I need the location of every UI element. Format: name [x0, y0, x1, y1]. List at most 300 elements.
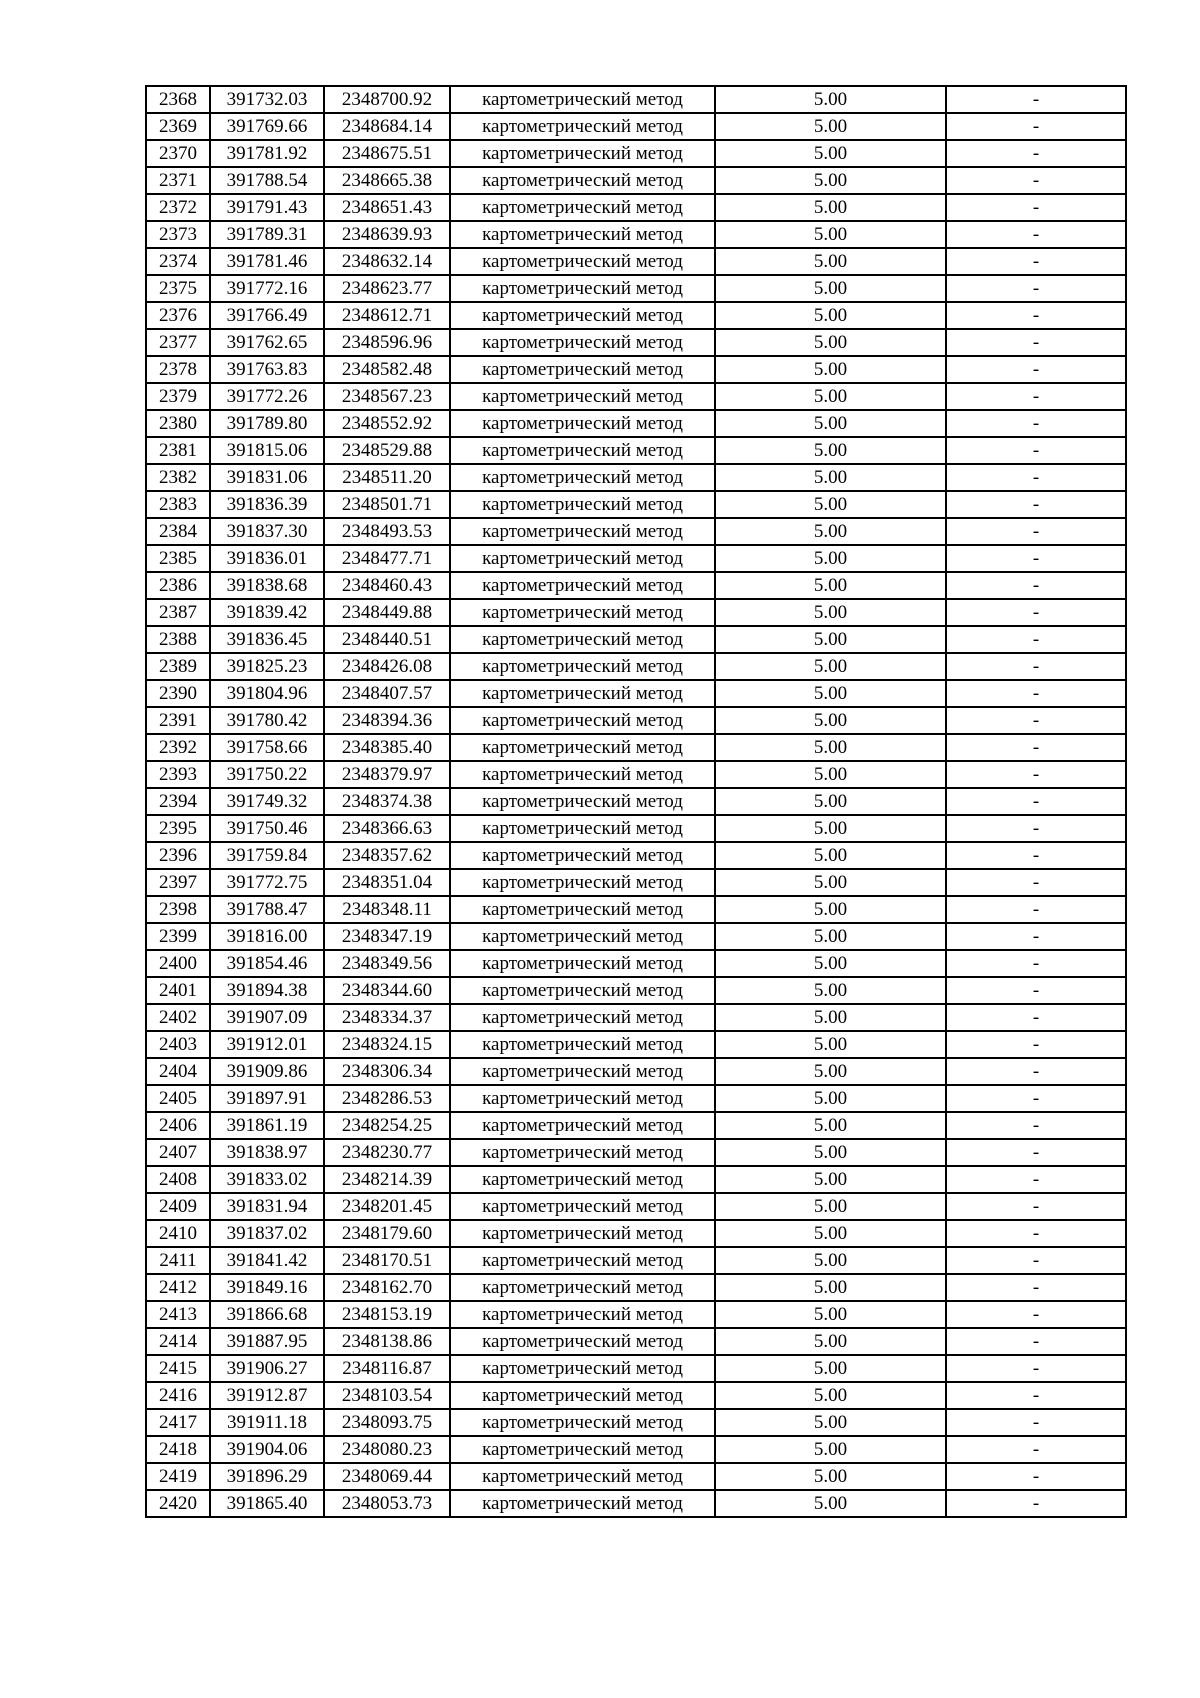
point-number-cell: 2410 — [146, 1220, 210, 1247]
point-number-cell: 2388 — [146, 626, 210, 653]
point-number-cell: 2374 — [146, 248, 210, 275]
method-cell: картометрический метод — [450, 734, 715, 761]
y-coordinate-cell: 2348347.19 — [324, 923, 450, 950]
method-cell: картометрический метод — [450, 1436, 715, 1463]
point-number-cell: 2378 — [146, 356, 210, 383]
accuracy-cell: 5.00 — [715, 302, 946, 329]
description-cell: - — [946, 1112, 1126, 1139]
x-coordinate-cell: 391836.45 — [210, 626, 324, 653]
table-row — [146, 977, 1126, 1004]
method-cell: картометрический метод — [450, 1139, 715, 1166]
accuracy-cell: 5.00 — [715, 653, 946, 680]
y-coordinate-cell: 2348651.43 — [324, 194, 450, 221]
point-number-cell: 2419 — [146, 1463, 210, 1490]
description-cell: - — [946, 815, 1126, 842]
y-coordinate-cell: 2348093.75 — [324, 1409, 450, 1436]
method-cell: картометрический метод — [450, 167, 715, 194]
point-number-cell: 2411 — [146, 1247, 210, 1274]
description-cell: - — [946, 626, 1126, 653]
accuracy-cell: 5.00 — [715, 923, 946, 950]
method-cell: картометрический метод — [450, 977, 715, 1004]
table-row — [146, 329, 1126, 356]
accuracy-cell: 5.00 — [715, 1058, 946, 1085]
accuracy-cell: 5.00 — [715, 1004, 946, 1031]
y-coordinate-cell: 2348501.71 — [324, 491, 450, 518]
x-coordinate-cell: 391759.84 — [210, 842, 324, 869]
accuracy-cell: 5.00 — [715, 761, 946, 788]
accuracy-cell: 5.00 — [715, 1301, 946, 1328]
x-coordinate-cell: 391912.01 — [210, 1031, 324, 1058]
description-cell: - — [946, 383, 1126, 410]
description-cell: - — [946, 221, 1126, 248]
table-row — [146, 896, 1126, 923]
accuracy-cell: 5.00 — [715, 815, 946, 842]
x-coordinate-cell: 391815.06 — [210, 437, 324, 464]
method-cell: картометрический метод — [450, 302, 715, 329]
table-row — [146, 572, 1126, 599]
x-coordinate-cell: 391772.75 — [210, 869, 324, 896]
method-cell: картометрический метод — [450, 869, 715, 896]
method-cell: картометрический метод — [450, 140, 715, 167]
table-row — [146, 194, 1126, 221]
description-cell: - — [946, 1166, 1126, 1193]
accuracy-cell: 5.00 — [715, 842, 946, 869]
x-coordinate-cell: 391781.92 — [210, 140, 324, 167]
table-row — [146, 1166, 1126, 1193]
y-coordinate-cell: 2348385.40 — [324, 734, 450, 761]
x-coordinate-cell: 391816.00 — [210, 923, 324, 950]
accuracy-cell: 5.00 — [715, 734, 946, 761]
description-cell: - — [946, 86, 1126, 113]
method-cell: картометрический метод — [450, 680, 715, 707]
point-number-cell: 2394 — [146, 788, 210, 815]
description-cell: - — [946, 329, 1126, 356]
description-cell: - — [946, 1301, 1126, 1328]
point-number-cell: 2403 — [146, 1031, 210, 1058]
point-number-cell: 2406 — [146, 1112, 210, 1139]
method-cell: картометрический метод — [450, 896, 715, 923]
x-coordinate-cell: 391836.01 — [210, 545, 324, 572]
method-cell: картометрический метод — [450, 761, 715, 788]
table-row — [146, 1112, 1126, 1139]
accuracy-cell: 5.00 — [715, 329, 946, 356]
table-row — [146, 86, 1126, 113]
method-cell: картометрический метод — [450, 410, 715, 437]
y-coordinate-cell: 2348426.08 — [324, 653, 450, 680]
description-cell: - — [946, 1004, 1126, 1031]
table-row — [146, 410, 1126, 437]
y-coordinate-cell: 2348324.15 — [324, 1031, 450, 1058]
x-coordinate-cell: 391865.40 — [210, 1490, 324, 1517]
accuracy-cell: 5.00 — [715, 869, 946, 896]
point-number-cell: 2397 — [146, 869, 210, 896]
accuracy-cell: 5.00 — [715, 1085, 946, 1112]
point-number-cell: 2405 — [146, 1085, 210, 1112]
method-cell: картометрический метод — [450, 1193, 715, 1220]
point-number-cell: 2418 — [146, 1436, 210, 1463]
description-cell: - — [946, 1220, 1126, 1247]
accuracy-cell: 5.00 — [715, 896, 946, 923]
accuracy-cell: 5.00 — [715, 977, 946, 1004]
y-coordinate-cell: 2348306.34 — [324, 1058, 450, 1085]
description-cell: - — [946, 113, 1126, 140]
method-cell: картометрический метод — [450, 707, 715, 734]
description-cell: - — [946, 302, 1126, 329]
x-coordinate-cell: 391758.66 — [210, 734, 324, 761]
description-cell: - — [946, 1085, 1126, 1112]
point-number-cell: 2400 — [146, 950, 210, 977]
method-cell: картометрический метод — [450, 1355, 715, 1382]
x-coordinate-cell: 391789.80 — [210, 410, 324, 437]
method-cell: картометрический метод — [450, 1247, 715, 1274]
method-cell: картометрический метод — [450, 599, 715, 626]
table-row — [146, 788, 1126, 815]
description-cell: - — [946, 680, 1126, 707]
accuracy-cell: 5.00 — [715, 572, 946, 599]
coordinates-table-body — [146, 86, 1126, 1517]
y-coordinate-cell: 2348639.93 — [324, 221, 450, 248]
table-row — [146, 518, 1126, 545]
table-row — [146, 1301, 1126, 1328]
accuracy-cell: 5.00 — [715, 113, 946, 140]
y-coordinate-cell: 2348080.23 — [324, 1436, 450, 1463]
accuracy-cell: 5.00 — [715, 383, 946, 410]
table-row — [146, 1193, 1126, 1220]
method-cell: картометрический метод — [450, 1112, 715, 1139]
point-number-cell: 2404 — [146, 1058, 210, 1085]
table-row — [146, 113, 1126, 140]
description-cell: - — [946, 518, 1126, 545]
accuracy-cell: 5.00 — [715, 167, 946, 194]
y-coordinate-cell: 2348623.77 — [324, 275, 450, 302]
y-coordinate-cell: 2348286.53 — [324, 1085, 450, 1112]
accuracy-cell: 5.00 — [715, 599, 946, 626]
table-row — [146, 1355, 1126, 1382]
x-coordinate-cell: 391861.19 — [210, 1112, 324, 1139]
y-coordinate-cell: 2348254.25 — [324, 1112, 450, 1139]
method-cell: картометрический метод — [450, 1004, 715, 1031]
method-cell: картометрический метод — [450, 1085, 715, 1112]
table-row — [146, 1463, 1126, 1490]
method-cell: картометрический метод — [450, 275, 715, 302]
accuracy-cell: 5.00 — [715, 221, 946, 248]
x-coordinate-cell: 391912.87 — [210, 1382, 324, 1409]
description-cell: - — [946, 572, 1126, 599]
y-coordinate-cell: 2348069.44 — [324, 1463, 450, 1490]
y-coordinate-cell: 2348675.51 — [324, 140, 450, 167]
accuracy-cell: 5.00 — [715, 140, 946, 167]
x-coordinate-cell: 391772.26 — [210, 383, 324, 410]
accuracy-cell: 5.00 — [715, 86, 946, 113]
y-coordinate-cell: 2348379.97 — [324, 761, 450, 788]
method-cell: картометрический метод — [450, 113, 715, 140]
accuracy-cell: 5.00 — [715, 464, 946, 491]
method-cell: картометрический метод — [450, 653, 715, 680]
accuracy-cell: 5.00 — [715, 410, 946, 437]
x-coordinate-cell: 391763.83 — [210, 356, 324, 383]
description-cell: - — [946, 977, 1126, 1004]
y-coordinate-cell: 2348103.54 — [324, 1382, 450, 1409]
table-row — [146, 1004, 1126, 1031]
accuracy-cell: 5.00 — [715, 1328, 946, 1355]
accuracy-cell: 5.00 — [715, 1247, 946, 1274]
x-coordinate-cell: 391732.03 — [210, 86, 324, 113]
x-coordinate-cell: 391749.32 — [210, 788, 324, 815]
coordinates-table — [145, 85, 1127, 1518]
x-coordinate-cell: 391837.02 — [210, 1220, 324, 1247]
y-coordinate-cell: 2348366.63 — [324, 815, 450, 842]
method-cell: картометрический метод — [450, 86, 715, 113]
description-cell: - — [946, 599, 1126, 626]
table-row — [146, 923, 1126, 950]
accuracy-cell: 5.00 — [715, 356, 946, 383]
x-coordinate-cell: 391839.42 — [210, 599, 324, 626]
description-cell: - — [946, 545, 1126, 572]
description-cell: - — [946, 950, 1126, 977]
point-number-cell: 2373 — [146, 221, 210, 248]
y-coordinate-cell: 2348116.87 — [324, 1355, 450, 1382]
table-row — [146, 1274, 1126, 1301]
x-coordinate-cell: 391788.54 — [210, 167, 324, 194]
table-row — [146, 437, 1126, 464]
y-coordinate-cell: 2348582.48 — [324, 356, 450, 383]
y-coordinate-cell: 2348552.92 — [324, 410, 450, 437]
table-row — [146, 248, 1126, 275]
y-coordinate-cell: 2348511.20 — [324, 464, 450, 491]
point-number-cell: 2416 — [146, 1382, 210, 1409]
x-coordinate-cell: 391780.42 — [210, 707, 324, 734]
point-number-cell: 2371 — [146, 167, 210, 194]
description-cell: - — [946, 1247, 1126, 1274]
accuracy-cell: 5.00 — [715, 1463, 946, 1490]
accuracy-cell: 5.00 — [715, 1274, 946, 1301]
y-coordinate-cell: 2348449.88 — [324, 599, 450, 626]
accuracy-cell: 5.00 — [715, 248, 946, 275]
x-coordinate-cell: 391831.06 — [210, 464, 324, 491]
y-coordinate-cell: 2348374.38 — [324, 788, 450, 815]
accuracy-cell: 5.00 — [715, 1436, 946, 1463]
y-coordinate-cell: 2348162.70 — [324, 1274, 450, 1301]
x-coordinate-cell: 391804.96 — [210, 680, 324, 707]
description-cell: - — [946, 167, 1126, 194]
table-row — [146, 1328, 1126, 1355]
point-number-cell: 2381 — [146, 437, 210, 464]
accuracy-cell: 5.00 — [715, 707, 946, 734]
table-row — [146, 167, 1126, 194]
table-row — [146, 707, 1126, 734]
table-row — [146, 626, 1126, 653]
x-coordinate-cell: 391772.16 — [210, 275, 324, 302]
x-coordinate-cell: 391904.06 — [210, 1436, 324, 1463]
x-coordinate-cell: 391897.91 — [210, 1085, 324, 1112]
table-row — [146, 869, 1126, 896]
x-coordinate-cell: 391781.46 — [210, 248, 324, 275]
x-coordinate-cell: 391841.42 — [210, 1247, 324, 1274]
table-row — [146, 140, 1126, 167]
description-cell: - — [946, 923, 1126, 950]
description-cell: - — [946, 1193, 1126, 1220]
table-row — [146, 950, 1126, 977]
x-coordinate-cell: 391896.29 — [210, 1463, 324, 1490]
method-cell: картометрический метод — [450, 923, 715, 950]
method-cell: картометрический метод — [450, 788, 715, 815]
table-row — [146, 1409, 1126, 1436]
table-row — [146, 680, 1126, 707]
point-number-cell: 2375 — [146, 275, 210, 302]
description-cell: - — [946, 437, 1126, 464]
point-number-cell: 2369 — [146, 113, 210, 140]
description-cell: - — [946, 1274, 1126, 1301]
point-number-cell: 2383 — [146, 491, 210, 518]
y-coordinate-cell: 2348440.51 — [324, 626, 450, 653]
description-cell: - — [946, 1139, 1126, 1166]
description-cell: - — [946, 761, 1126, 788]
description-cell: - — [946, 464, 1126, 491]
table-row — [146, 842, 1126, 869]
accuracy-cell: 5.00 — [715, 1355, 946, 1382]
y-coordinate-cell: 2348349.56 — [324, 950, 450, 977]
point-number-cell: 2384 — [146, 518, 210, 545]
accuracy-cell: 5.00 — [715, 1139, 946, 1166]
point-number-cell: 2408 — [146, 1166, 210, 1193]
accuracy-cell: 5.00 — [715, 1382, 946, 1409]
method-cell: картометрический метод — [450, 518, 715, 545]
x-coordinate-cell: 391769.66 — [210, 113, 324, 140]
table-row — [146, 275, 1126, 302]
table-row — [146, 383, 1126, 410]
description-cell: - — [946, 248, 1126, 275]
table-row — [146, 302, 1126, 329]
y-coordinate-cell: 2348407.57 — [324, 680, 450, 707]
table-row — [146, 1031, 1126, 1058]
x-coordinate-cell: 391836.39 — [210, 491, 324, 518]
description-cell: - — [946, 734, 1126, 761]
description-cell: - — [946, 1382, 1126, 1409]
method-cell: картометрический метод — [450, 1463, 715, 1490]
point-number-cell: 2396 — [146, 842, 210, 869]
description-cell: - — [946, 1031, 1126, 1058]
point-number-cell: 2398 — [146, 896, 210, 923]
point-number-cell: 2412 — [146, 1274, 210, 1301]
accuracy-cell: 5.00 — [715, 194, 946, 221]
x-coordinate-cell: 391894.38 — [210, 977, 324, 1004]
method-cell: картометрический метод — [450, 1031, 715, 1058]
accuracy-cell: 5.00 — [715, 437, 946, 464]
description-cell: - — [946, 1328, 1126, 1355]
point-number-cell: 2399 — [146, 923, 210, 950]
method-cell: картометрический метод — [450, 1220, 715, 1247]
description-cell: - — [946, 194, 1126, 221]
table-row — [146, 1490, 1126, 1517]
x-coordinate-cell: 391750.22 — [210, 761, 324, 788]
y-coordinate-cell: 2348230.77 — [324, 1139, 450, 1166]
description-cell: - — [946, 788, 1126, 815]
y-coordinate-cell: 2348357.62 — [324, 842, 450, 869]
y-coordinate-cell: 2348351.04 — [324, 869, 450, 896]
table-row — [146, 1058, 1126, 1085]
y-coordinate-cell: 2348567.23 — [324, 383, 450, 410]
point-number-cell: 2376 — [146, 302, 210, 329]
x-coordinate-cell: 391911.18 — [210, 1409, 324, 1436]
point-number-cell: 2415 — [146, 1355, 210, 1382]
y-coordinate-cell: 2348394.36 — [324, 707, 450, 734]
description-cell: - — [946, 275, 1126, 302]
accuracy-cell: 5.00 — [715, 680, 946, 707]
y-coordinate-cell: 2348179.60 — [324, 1220, 450, 1247]
description-cell: - — [946, 1058, 1126, 1085]
description-cell: - — [946, 491, 1126, 518]
x-coordinate-cell: 391791.43 — [210, 194, 324, 221]
accuracy-cell: 5.00 — [715, 545, 946, 572]
description-cell: - — [946, 1409, 1126, 1436]
accuracy-cell: 5.00 — [715, 1031, 946, 1058]
table-row — [146, 221, 1126, 248]
x-coordinate-cell: 391825.23 — [210, 653, 324, 680]
method-cell: картометрический метод — [450, 221, 715, 248]
accuracy-cell: 5.00 — [715, 518, 946, 545]
method-cell: картометрический метод — [450, 815, 715, 842]
point-number-cell: 2389 — [146, 653, 210, 680]
point-number-cell: 2395 — [146, 815, 210, 842]
method-cell: картометрический метод — [450, 464, 715, 491]
description-cell: - — [946, 1355, 1126, 1382]
y-coordinate-cell: 2348493.53 — [324, 518, 450, 545]
x-coordinate-cell: 391750.46 — [210, 815, 324, 842]
accuracy-cell: 5.00 — [715, 491, 946, 518]
point-number-cell: 2368 — [146, 86, 210, 113]
method-cell: картометрический метод — [450, 545, 715, 572]
point-number-cell: 2386 — [146, 572, 210, 599]
accuracy-cell: 5.00 — [715, 1193, 946, 1220]
point-number-cell: 2414 — [146, 1328, 210, 1355]
method-cell: картометрический метод — [450, 626, 715, 653]
accuracy-cell: 5.00 — [715, 950, 946, 977]
point-number-cell: 2382 — [146, 464, 210, 491]
method-cell: картометрический метод — [450, 1301, 715, 1328]
accuracy-cell: 5.00 — [715, 275, 946, 302]
table-row — [146, 1139, 1126, 1166]
y-coordinate-cell: 2348153.19 — [324, 1301, 450, 1328]
method-cell: картометрический метод — [450, 356, 715, 383]
table-row — [146, 1085, 1126, 1112]
point-number-cell: 2417 — [146, 1409, 210, 1436]
x-coordinate-cell: 391833.02 — [210, 1166, 324, 1193]
x-coordinate-cell: 391837.30 — [210, 518, 324, 545]
table-row — [146, 599, 1126, 626]
y-coordinate-cell: 2348460.43 — [324, 572, 450, 599]
x-coordinate-cell: 391849.16 — [210, 1274, 324, 1301]
description-cell: - — [946, 653, 1126, 680]
method-cell: картометрический метод — [450, 950, 715, 977]
method-cell: картометрический метод — [450, 1490, 715, 1517]
x-coordinate-cell: 391766.49 — [210, 302, 324, 329]
x-coordinate-cell: 391906.27 — [210, 1355, 324, 1382]
x-coordinate-cell: 391789.31 — [210, 221, 324, 248]
method-cell: картометрический метод — [450, 194, 715, 221]
table-row — [146, 545, 1126, 572]
table-row — [146, 1436, 1126, 1463]
description-cell: - — [946, 1463, 1126, 1490]
x-coordinate-cell: 391838.97 — [210, 1139, 324, 1166]
point-number-cell: 2379 — [146, 383, 210, 410]
y-coordinate-cell: 2348700.92 — [324, 86, 450, 113]
x-coordinate-cell: 391762.65 — [210, 329, 324, 356]
accuracy-cell: 5.00 — [715, 1112, 946, 1139]
point-number-cell: 2387 — [146, 599, 210, 626]
accuracy-cell: 5.00 — [715, 1220, 946, 1247]
x-coordinate-cell: 391788.47 — [210, 896, 324, 923]
method-cell: картометрический метод — [450, 1166, 715, 1193]
